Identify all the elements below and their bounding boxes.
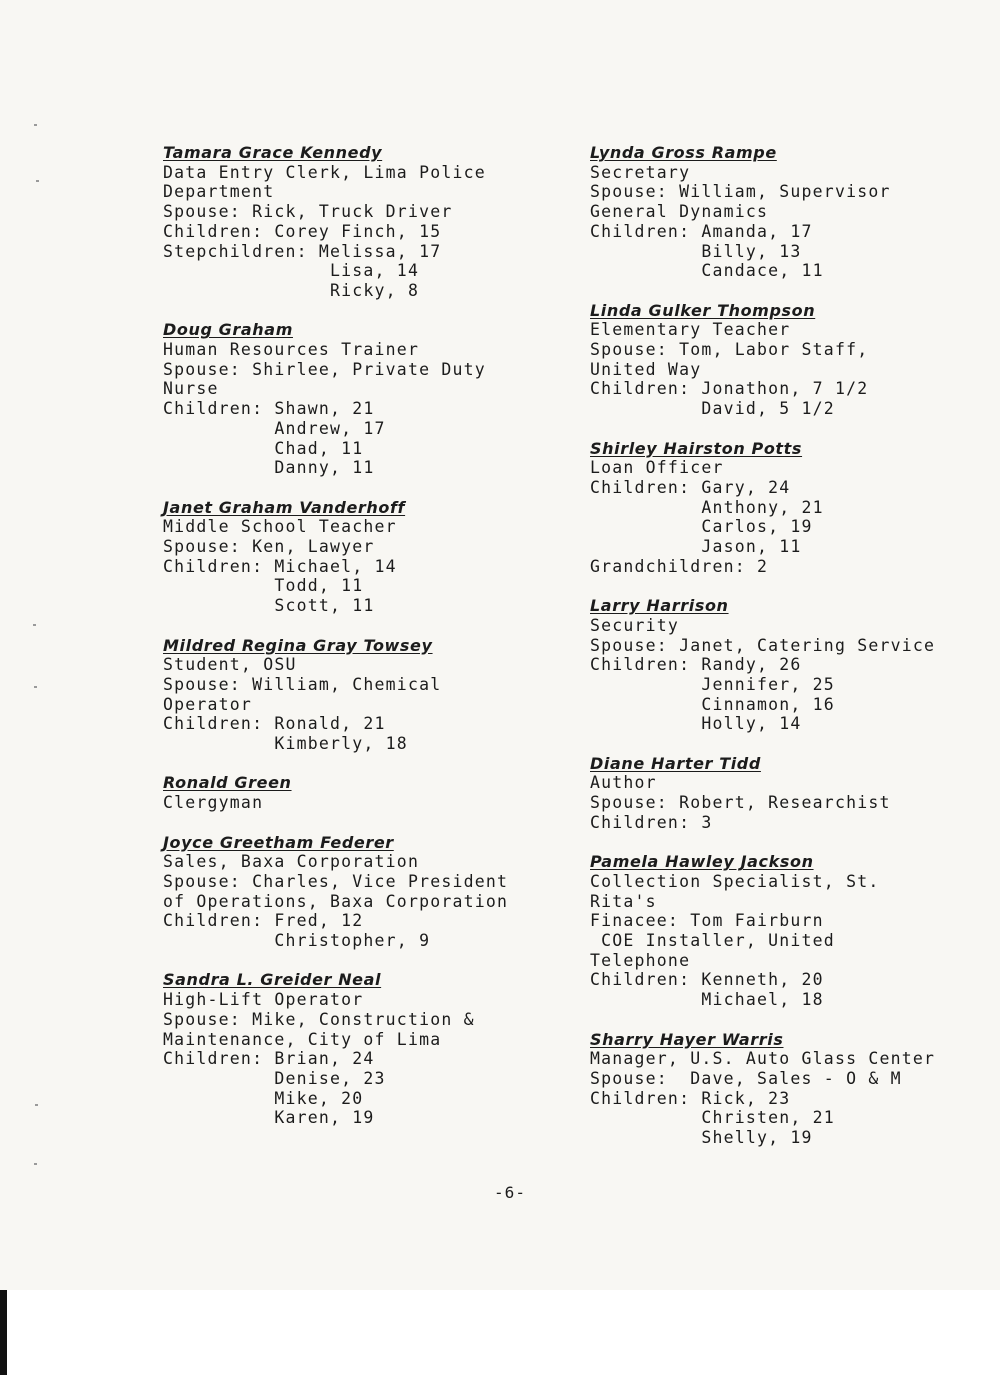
- entry-name: Diane Harter Tidd: [590, 753, 761, 773]
- entry-detail-line: Danny, 11: [163, 458, 375, 478]
- entry-detail-line: Telephone: [590, 950, 691, 970]
- right-column: [590, 143, 990, 1167]
- entry-detail-line: Denise, 23: [163, 1068, 386, 1088]
- entry-detail-line: Maintenance, City of Lima: [163, 1029, 442, 1049]
- directory-entry: [163, 636, 563, 754]
- entry-detail-line: Carlos, 19: [590, 517, 813, 537]
- entry-detail-line: Operator: [163, 694, 253, 714]
- scan-speck: [35, 1104, 38, 1106]
- entry-detail-line: Christen, 21: [590, 1108, 835, 1128]
- scan-speck: [34, 1163, 37, 1165]
- entry-detail-line: Student, OSU: [163, 655, 297, 675]
- entry-name: Tamara Grace Kennedy: [163, 143, 383, 162]
- entry-detail-line: David, 5 1/2: [590, 399, 835, 419]
- entry-detail-line: Spouse: Janet, Catering Service: [590, 635, 936, 655]
- entry-detail-line: Spouse: Rick, Truck Driver: [163, 202, 453, 222]
- scan-speck: [34, 686, 37, 688]
- directory-entry: [590, 301, 990, 419]
- entry-detail-line: Children: Brian, 24: [163, 1049, 375, 1069]
- entry-detail-line: Spouse: Ken, Lawyer: [163, 537, 375, 557]
- entry-detail-line: Spouse: William, Supervisor: [590, 182, 891, 202]
- directory-entry: [163, 143, 563, 301]
- entry-detail-line: Loan Officer: [590, 458, 724, 478]
- entry-detail-line: Children: Randy, 26: [590, 655, 802, 675]
- entry-name: Sandra L. Greider Neal: [163, 970, 382, 990]
- entry-detail-line: Andrew, 17: [163, 418, 386, 438]
- directory-entry: [590, 143, 990, 281]
- entry-detail-line: Michael, 18: [590, 990, 824, 1010]
- directory-entry: [163, 498, 563, 616]
- entry-detail-line: Children: Jonathon, 7 1/2: [590, 379, 869, 399]
- directory-entry: [590, 1030, 990, 1148]
- entry-detail-line: Scott, 11: [163, 596, 375, 616]
- entry-detail-line: Mike, 20: [163, 1088, 364, 1108]
- directory-entry: [590, 596, 990, 734]
- entry-detail-line: General Dynamics: [590, 202, 769, 222]
- entry-detail-line: Lisa, 14: [163, 261, 420, 281]
- entry-detail-line: Collection Specialist, St.: [590, 871, 880, 891]
- entry-detail-line: Holly, 14: [590, 714, 802, 734]
- entry-detail-line: Nurse: [163, 379, 219, 399]
- entry-name: Lynda Gross Rampe: [590, 143, 777, 162]
- entry-detail-line: Security: [590, 615, 680, 635]
- entry-detail-line: United Way: [590, 359, 702, 379]
- entry-detail-line: Middle School Teacher: [163, 517, 397, 537]
- scan-speck: [36, 180, 39, 182]
- entry-detail-line: Children: Ronald, 21: [163, 714, 386, 734]
- entry-name: Sharry Hayer Warris: [590, 1029, 784, 1049]
- entry-detail-line: Todd, 11: [163, 576, 364, 596]
- entry-detail-line: Secretary: [590, 162, 691, 182]
- entry-name: Ronald Green: [163, 773, 292, 793]
- entry-detail-line: Finacee: Tom Fairburn: [590, 911, 824, 931]
- entry-detail-line: Children: Rick, 23: [590, 1088, 791, 1108]
- entry-detail-line: of Operations, Baxa Corporation: [163, 891, 509, 911]
- entry-detail-line: Cinnamon, 16: [590, 694, 835, 714]
- directory-entry: [163, 970, 563, 1128]
- entry-detail-line: Spouse: Tom, Labor Staff,: [590, 340, 869, 360]
- entry-detail-line: Children: Amanda, 17: [590, 221, 813, 241]
- entry-detail-line: Spouse: Mike, Construction &: [163, 1009, 475, 1029]
- entry-detail-line: Spouse: Shirlee, Private Duty: [163, 359, 486, 379]
- entry-detail-line: Spouse: Dave, Sales - O & M: [590, 1068, 902, 1088]
- scan-speck: [34, 124, 37, 126]
- page-number: -6-: [494, 1183, 526, 1202]
- scan-margin: [0, 1290, 1000, 1375]
- entry-detail-line: Manager, U.S. Auto Glass Center: [590, 1049, 936, 1069]
- entry-detail-line: Children: Michael, 14: [163, 556, 397, 576]
- entry-detail-line: Children: Shawn, 21: [163, 399, 375, 419]
- left-column: [163, 143, 563, 1148]
- directory-entry: [163, 833, 563, 951]
- entry-detail-line: Spouse: Charles, Vice President: [163, 871, 509, 891]
- directory-entry: [590, 754, 990, 833]
- entry-name: Shirley Hairston Potts: [590, 438, 803, 458]
- entry-detail-line: Karen, 19: [163, 1108, 375, 1128]
- entry-detail-line: Children: Gary, 24: [590, 477, 791, 497]
- entry-name: Joyce Greetham Federer: [163, 832, 394, 852]
- entry-detail-line: Data Entry Clerk, Lima Police: [163, 162, 486, 182]
- entry-detail-line: Children: Kenneth, 20: [590, 970, 824, 990]
- entry-detail-line: Rita's: [590, 891, 657, 911]
- entry-detail-line: Children: Fred, 12: [163, 911, 364, 931]
- entry-detail-line: High-Lift Operator: [163, 990, 364, 1010]
- directory-entry: [590, 439, 990, 577]
- entry-detail-line: Billy, 13: [590, 241, 802, 261]
- entry-detail-line: Ricky, 8: [163, 280, 420, 300]
- entry-name: Mildred Regina Gray Towsey: [163, 635, 433, 655]
- entry-detail-line: Grandchildren: 2: [590, 556, 769, 576]
- entry-detail-line: Shelly, 19: [590, 1128, 813, 1148]
- entry-name: Pamela Hawley Jackson: [590, 852, 814, 872]
- entry-detail-line: Children: 3: [590, 812, 713, 832]
- entry-detail-line: COE Installer, United: [590, 931, 835, 951]
- entry-name: Janet Graham Vanderhoff: [163, 497, 406, 517]
- entry-detail-line: Christopher, 9: [163, 931, 431, 951]
- entry-detail-line: Children: Corey Finch, 15: [163, 221, 442, 241]
- entry-detail-line: Kimberly, 18: [163, 734, 408, 754]
- entry-name: Linda Gulker Thompson: [590, 300, 816, 320]
- entry-detail-line: Jason, 11: [590, 537, 802, 557]
- entry-detail-line: Human Resources Trainer: [163, 340, 420, 360]
- directory-entry: [163, 773, 563, 812]
- entry-name: Doug Graham: [163, 320, 293, 340]
- directory-entry: [163, 320, 563, 478]
- entry-detail-line: Jennifer, 25: [590, 674, 835, 694]
- entry-detail-line: Clergyman: [163, 793, 264, 813]
- directory-entry: [590, 852, 990, 1010]
- entry-detail-line: Spouse: Robert, Researchist: [590, 793, 891, 813]
- entry-detail-line: Stepchildren: Melissa, 17: [163, 241, 442, 261]
- entry-detail-line: Department: [163, 182, 275, 202]
- scan-edge: [0, 1290, 7, 1375]
- entry-detail-line: Author: [590, 773, 657, 793]
- entry-detail-line: Chad, 11: [163, 438, 364, 458]
- scan-speck: [33, 624, 36, 626]
- entry-detail-line: Spouse: William, Chemical: [163, 674, 442, 694]
- entry-detail-line: Sales, Baxa Corporation: [163, 852, 420, 872]
- entry-detail-line: Elementary Teacher: [590, 320, 791, 340]
- entry-detail-line: Candace, 11: [590, 261, 824, 281]
- entry-detail-line: Anthony, 21: [590, 497, 824, 517]
- entry-name: Larry Harrison: [590, 596, 729, 616]
